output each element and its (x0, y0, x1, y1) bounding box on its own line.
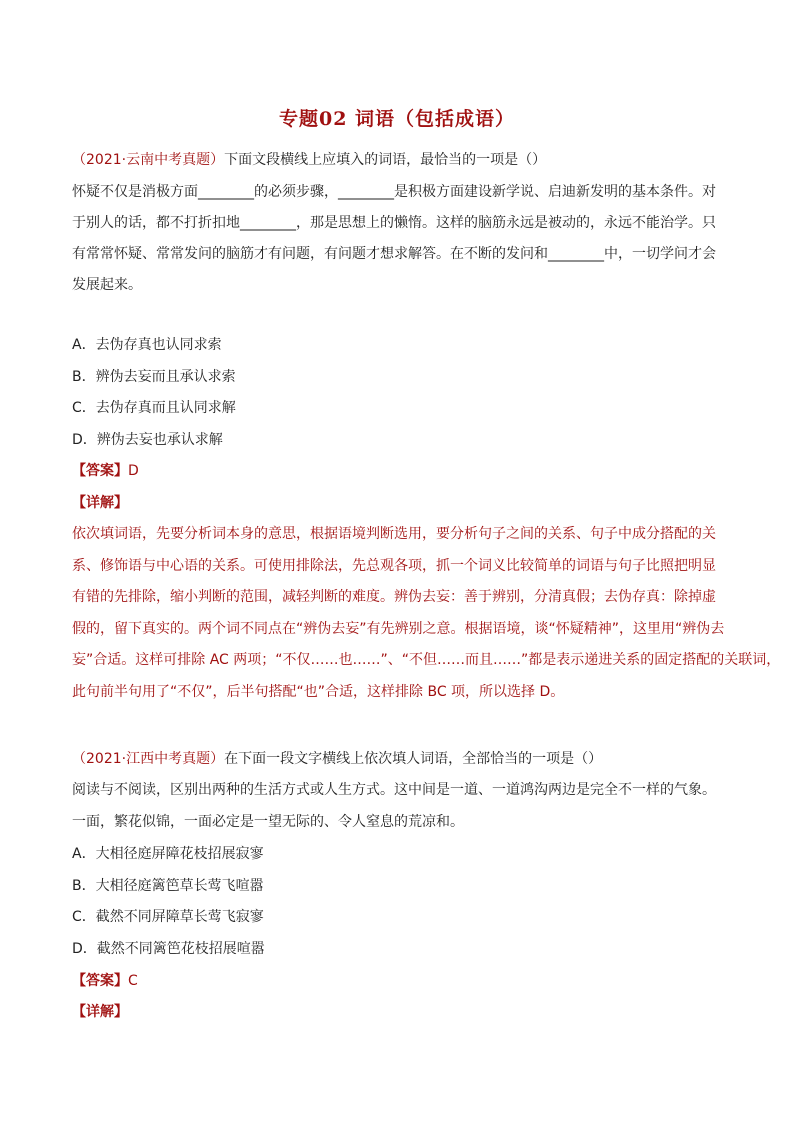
question-1-option-c: C．去伪存真而且认同求解 (72, 400, 236, 416)
question-1-detail-label: 【详解】 (72, 495, 128, 511)
question-2-answer-value: C (128, 973, 138, 989)
question-2-detail-label: 【详解】 (72, 1004, 128, 1020)
question-2-option-b: B．大相径庭篱笆草长莺飞喧嚣 (72, 878, 264, 894)
question-1-explanation-line-2: 系、修饰语与中心语的关系。可使用排除法，先总观各项，抓一个词义比较简单的词语与句子比照把明显 (72, 558, 716, 574)
question-2-passage-line-2: 一面，繁花似锦，一面必定是一望无际的、令人窒息的荒凉和。 (72, 814, 464, 830)
question-1-option-a: A．去伪存真也认同求索 (72, 337, 222, 353)
question-1-explanation-line-5: 妄”合适。这样可排除 AC 两项；“不仅……也……”、“不但……而且……”都是表示递进关系的固定搭配的关联词， (72, 652, 781, 668)
question-2-option-c: C．截然不同屏障草长莺飞寂寥 (72, 909, 264, 925)
question-1-option-d: D．辨伪去妄也承认求解 (72, 432, 223, 448)
question-1-option-b: B．辨伪去妄而且承认求索 (72, 369, 236, 385)
question-1-passage-line-1: 怀疑不仅是消极方面________的必须步骤，________是积极方面建设新学说、启迪新发明的基本条件。对 (72, 184, 716, 200)
question-2-passage-line-1: 阅读与不阅读，区别出两种的生活方式或人生方式。这中间是一道、一道鸿沟两边是完全不一样的气象。 (72, 782, 716, 798)
page-title: 专题02 词语（包括成语） (278, 108, 516, 130)
question-1-explanation-line-3: 有错的先排除，缩小判断的范围，减轻判断的难度。辨伪去妄：善于辨别，分清真假；去伪存真：除掉虚 (72, 589, 716, 605)
question-1-header (72, 150, 546, 170)
question-1-explanation-line-1: 依次填词语，先要分析词本身的意思，根据语境判断选用，要分析句子之间的关系、句子中成分搭配的关 (72, 526, 716, 542)
question-2-option-a: A．大相径庭屏障花枝招展寂寥 (72, 846, 264, 862)
question-1-stem: 下面文段横线上应填入的词语，最恰当的一项是（） (224, 152, 547, 168)
question-1-source: （2021·云南中考真题） (72, 152, 225, 168)
question-2-source: （2021·江西中考真题） (72, 751, 225, 767)
question-1-passage-line-4: 发展起来。 (72, 277, 142, 293)
question-1-answer-label: 【答案】 (72, 463, 128, 479)
question-2-answer (72, 971, 138, 991)
question-1-explanation-line-6: 此句前半句用了“不仅”，后半句搭配“也”合适，这样排除 BC 项，所以选择 D。 (72, 684, 565, 700)
question-1-passage-line-2: 于别人的话，都不打折扣地________，那是思想上的懒惰。这样的脑筋永远是被动的，永远不能治学。只 (72, 215, 716, 231)
question-1-passage-line-3: 有常常怀疑、常常发问的脑筋才有问题，有问题才想求解答。在不断的发问和________中，一切学问才会 (72, 246, 716, 262)
question-2-option-d: D．截然不同篱笆花枝招展喧嚣 (72, 941, 265, 957)
question-2-answer-label: 【答案】 (72, 973, 128, 989)
question-1-answer-value: D (128, 463, 139, 479)
question-2-stem: 在下面一段文字横线上依次填人词语，全部恰当的一项是（） (224, 751, 603, 767)
question-2-header (72, 749, 602, 769)
question-1-explanation-line-4: 假的，留下真实的。两个词不同点在“辨伪去妄”有先辨别之意。根据语境，谈“怀疑精神”，这里用“辨伪去 (72, 621, 725, 637)
question-1-answer (72, 461, 139, 481)
